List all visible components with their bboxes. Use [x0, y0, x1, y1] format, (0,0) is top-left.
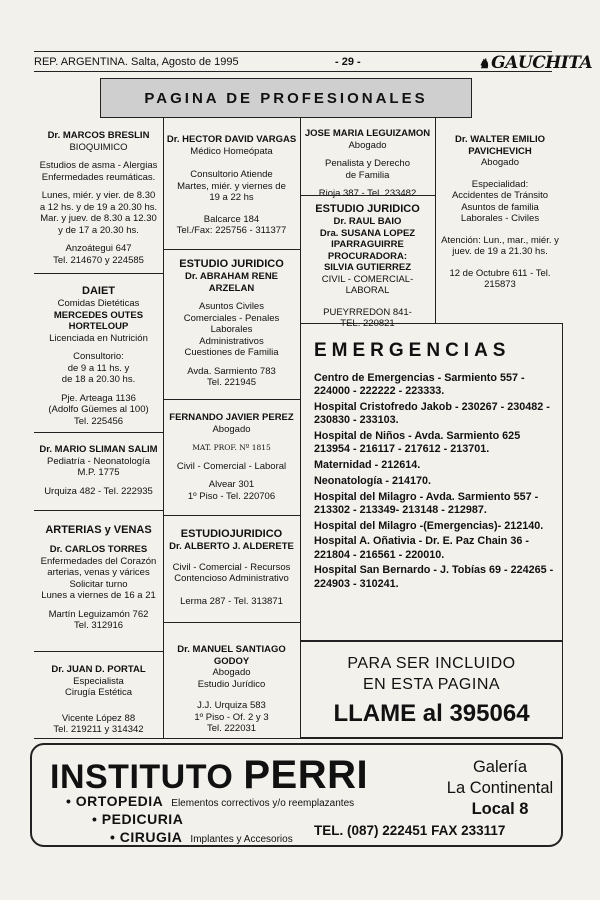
- row-divider: [163, 622, 300, 623]
- ad-line: Tel. 222031: [206, 723, 257, 734]
- ad-line: Consultorio Atiende: [190, 169, 273, 180]
- ad-line: 215873: [484, 279, 516, 290]
- newspaper-logo: ♞ GAUCHITA: [478, 53, 593, 73]
- ad-line: 1º Piso - Tel. 220706: [187, 490, 276, 502]
- row-divider: [163, 399, 300, 400]
- ad-line: Comidas Dietéticas: [57, 298, 140, 309]
- emergency-name: Neonatología: [314, 474, 383, 487]
- emergency-entry: [314, 372, 554, 398]
- ad-line: MERCEDES OUTES: [53, 309, 144, 321]
- ad-line: de 9 a 11 hs. y: [67, 362, 130, 374]
- ad-name: Dr. JUAN D. PORTAL: [51, 664, 146, 675]
- ad-line: Consultorio:: [73, 351, 124, 362]
- ad-line: (Adolfo Güemes al 100): [48, 404, 149, 415]
- ad-title: Médico Homeópata: [190, 145, 273, 157]
- ad-line: de Familia: [345, 169, 390, 181]
- ad-title: Abogado: [212, 667, 251, 678]
- ad-line: Avda. Sarmiento 783: [187, 365, 276, 377]
- ad-portal: [34, 660, 163, 738]
- ad-line: Laborales - Civiles: [460, 213, 540, 224]
- ad-line: Tel. 225456: [73, 415, 124, 427]
- ad-line: PAVICHEVICH: [468, 145, 532, 157]
- ad-godoy: [163, 640, 300, 738]
- row-divider: [163, 249, 300, 250]
- ad-line: 19 a 22 hs: [209, 192, 254, 203]
- ad-line: Asuntos de familia: [461, 201, 539, 213]
- ad-line: PUEYRREDON 841-: [323, 306, 412, 318]
- ad-line: GODOY: [213, 655, 250, 667]
- ad-name: Dr. ALBERTO J. ALDERETE: [169, 541, 294, 552]
- ad-line: Penalista y Derecho: [324, 158, 411, 169]
- emergency-entry: [314, 430, 554, 456]
- ad-line: Martín Leguizamón 762: [48, 608, 149, 620]
- bullet-cirugia: • CIRUGIA Implantes y Accesorios: [110, 829, 293, 845]
- bullet-ortopedia: • ORTOPEDIA Elementos correctivos y/o reemplazantes: [66, 793, 355, 809]
- ad-line: Cuestiones de Familia: [184, 347, 279, 358]
- ad-line: Lerma 287 - Tel. 313871: [180, 595, 283, 607]
- gaucho-icon: ♞: [478, 57, 490, 72]
- ad-name: Dr. ABRAHAM RENE: [184, 271, 279, 282]
- perri-phone: TEL. (087) 222451 FAX 233117: [314, 823, 506, 838]
- ad-name: Dr. MANUEL SANTIAGO: [177, 644, 286, 655]
- ad-line: Accidentes de Tránsito: [451, 190, 549, 201]
- emergency-detail: - J. Tobías 69 - 224265 - 224903 - 310241.: [314, 564, 554, 590]
- ad-line: CIVIL - COMERCIAL-LABORAL: [321, 273, 414, 296]
- ad-line: TEL. 220821: [340, 318, 395, 329]
- ad-line: Asuntos Civiles: [199, 301, 264, 312]
- emergency-detail: - Avda. Sarmiento 625 213954 - 216117 - 217612 - 213701.: [314, 430, 521, 456]
- ad-name: Dr. MARIO SLIMAN SALIM: [39, 444, 158, 455]
- ad-line: Martes, miér. y viernes de: [177, 180, 286, 192]
- ad-line: Tel. 312916: [73, 620, 124, 631]
- perri-location: Galería La Continental Local 8: [446, 758, 554, 818]
- ad-line: Estudio Jurídico: [197, 678, 266, 690]
- ad-line: Lunes, miér. y vier. de 8.30: [41, 190, 156, 201]
- ad-name: Dr. CARLOS TORRES: [49, 544, 148, 555]
- ad-line: Especialista: [73, 675, 124, 687]
- ad-line: y de 17 a 20.30 hs.: [58, 224, 139, 236]
- ad-line: 1º Piso - Of. 2 y 3: [194, 711, 269, 723]
- ad-baio: [300, 199, 435, 329]
- ad-line: Administrativos: [199, 335, 264, 347]
- ad-line: Vicente López 88: [61, 712, 136, 724]
- perri-name: INSTITUTO PERRI: [50, 753, 369, 797]
- ad-breslin: [34, 126, 163, 272]
- ad-line: MAT. PROF. Nº 1815: [192, 443, 271, 452]
- ad-daiet: [34, 281, 163, 431]
- row-divider: [34, 510, 163, 511]
- ad-line: Contencioso Administrativo: [174, 573, 289, 584]
- emergency-detail: - 214170.: [382, 474, 432, 487]
- ad-line: Mar. y juev. de 8.30 a 12.30: [40, 213, 157, 224]
- emergency-name: Hospital del Milagro: [314, 490, 417, 503]
- advertise-line-2: EN ESTA PAGINA: [362, 676, 501, 693]
- ad-line: PROCURADORA:: [327, 250, 408, 262]
- ad-sliman: [34, 440, 163, 510]
- ad-line: arterias, venas y várices: [47, 567, 150, 578]
- ad-line: Tel. 221945: [206, 377, 257, 388]
- ad-line: Civil - Comercial - Recursos: [172, 561, 291, 573]
- emergency-detail: - 212614.: [371, 459, 421, 471]
- ad-name: JOSE MARIA LEGUIZAMON: [304, 128, 431, 139]
- page-title-banner: PAGINA DE PROFESIONALES: [100, 78, 472, 118]
- emergency-entry: [314, 491, 554, 517]
- row-divider: [34, 432, 163, 433]
- ad-line: Lunes a viernes de 16 a 21: [41, 590, 156, 601]
- ad-line: de 18 a 20.30 hs.: [61, 374, 136, 385]
- ad-line: a 12 hs. y de 19 a 20.30 hs.: [39, 201, 158, 213]
- ad-line: Enfermedades reumáticas.: [41, 171, 156, 183]
- emergency-name: Hospital del Milagro: [314, 519, 417, 532]
- emergency-detail: -(Emergencias)- 212140.: [416, 519, 544, 532]
- ad-line: Comerciales - Penales: [183, 312, 280, 324]
- emergency-entry: [314, 564, 554, 590]
- emergency-entry: [314, 459, 554, 472]
- emergency-detail: - Sarmiento 557 - 224000 - 222222 - 223333.: [314, 372, 525, 398]
- ad-line: SILVIA GUTIERREZ: [323, 262, 412, 273]
- ad-torres: [34, 520, 163, 650]
- advertise-line-1: PARA SER INCLUIDO: [347, 655, 516, 672]
- ad-line: Tel. 214670 y 224585: [53, 254, 144, 266]
- emergency-detail: - Dr. E. Paz Chain 36 - 221804 - 216561 - 220010.: [314, 535, 529, 561]
- ad-leguizamon: [300, 124, 435, 199]
- ad-line: ARZELAN: [208, 282, 255, 294]
- ad-name: FERNANDO JAVIER PEREZ: [169, 412, 294, 423]
- emergency-name: Hospital A. Oñativia: [314, 535, 416, 548]
- advertise-phone: LLAME al 395064: [333, 700, 530, 727]
- row-divider: [163, 515, 300, 516]
- ad-name: DAIET: [82, 285, 115, 297]
- ad-line: Balcarce 184: [203, 213, 260, 225]
- ad-line: HORTELOUP: [68, 321, 129, 332]
- emergency-detail: - 230267 - 230482 - 230830 - 233103.: [314, 401, 550, 427]
- ad-line: Estudios de asma - Alergias: [39, 160, 158, 171]
- ad-line: juev. de 19 a 21.30 hs.: [452, 246, 548, 257]
- ad-heading: ESTUDIO JURIDICO: [315, 203, 420, 215]
- ad-line: Dra. SUSANA LOPEZ: [319, 227, 416, 239]
- ad-line: Urquiza 482 - Tel. 222935: [44, 485, 153, 497]
- advertise-here-box: [300, 641, 563, 738]
- ad-line: IPARRAGUIRRE: [331, 239, 404, 250]
- ad-line: Tel. 219211 y 314342: [53, 724, 144, 735]
- header-rule-top: [34, 51, 552, 52]
- ad-title: Abogado: [480, 157, 520, 168]
- ad-arzelan: [163, 254, 300, 398]
- emergency-name: Centro de Emergencias: [314, 372, 435, 384]
- ad-line: Licenciada en Nutrición: [49, 332, 148, 344]
- ad-instituto-perri: [30, 743, 563, 847]
- ad-line: M.P. 1775: [77, 467, 120, 478]
- ad-title: Abogado: [212, 423, 251, 435]
- bullet-pedicuria: • PEDICURIA: [92, 811, 184, 827]
- ad-line: 12 de Octubre 611 - Tel.: [449, 267, 551, 279]
- emergency-entry: [314, 520, 554, 533]
- header-location-date: REP. ARGENTINA. Salta, Agosto de 1995: [34, 56, 239, 68]
- ad-heading: ESTUDIO JURIDICO: [179, 258, 284, 270]
- ad-name: Dr. WALTER EMILIO: [454, 134, 546, 145]
- row-divider: [34, 273, 163, 274]
- emergencias-title: EMERGENCIAS: [314, 340, 511, 361]
- ad-name: Dr. HECTOR DAVID VARGAS: [166, 134, 297, 145]
- row-divider-bottom: [34, 738, 563, 739]
- ad-title: Abogado: [348, 139, 387, 151]
- emergency-entry: [314, 401, 554, 427]
- ad-heading: ARTERIAS y VENAS: [45, 524, 152, 536]
- emergency-name: Hospital de Niños: [314, 430, 406, 442]
- ad-line: Enfermedades del Corazón: [40, 555, 157, 567]
- ad-line: Alvear 301: [208, 479, 255, 490]
- header-rule-bottom: [34, 71, 552, 72]
- emergencias-box: [300, 323, 563, 641]
- ad-line: Anzoátegui 647: [65, 243, 132, 254]
- ad-line: Civil - Comercial - Laboral: [176, 460, 287, 472]
- ad-vargas: [163, 130, 300, 248]
- ad-line: Pje. Arteaga 1136: [61, 392, 136, 404]
- ad-line: Rioja 387 - Tel. 233482: [318, 188, 417, 199]
- emergency-detail: - Avda. Sarmiento 557 - 213302 - 213349- 213148 - 212987.: [314, 490, 539, 516]
- emergency-name: Hospital San Bernardo: [314, 564, 431, 577]
- ad-line: Cirugía Estética: [64, 687, 133, 698]
- ad-line: Pediatría - Neonatología: [47, 455, 150, 467]
- ad-line: Atención: Lun., mar., miér. y: [441, 234, 559, 246]
- ad-heading: ESTUDIOJURIDICO: [180, 528, 283, 540]
- emergency-entry: [314, 475, 554, 488]
- ad-line: J.J. Urquiza 583: [197, 700, 266, 711]
- ad-line: Laborales: [210, 324, 253, 335]
- emergency-name: Maternidad: [314, 459, 372, 471]
- ad-line: Tel./Fax: 225756 - 311377: [176, 225, 287, 236]
- ad-perez: [163, 408, 300, 514]
- ad-line: Solicitar turno: [69, 578, 128, 590]
- ad-line: Especialidad:: [471, 178, 529, 190]
- page-number: - 29 -: [335, 56, 361, 68]
- ad-name: Dr. RAUL BAIO: [333, 216, 402, 227]
- ad-name: Dr. MARCOS BRESLIN: [47, 130, 150, 141]
- ad-pavichevich: [435, 130, 565, 322]
- emergency-name: Hospital Cristofredo Jakob: [314, 401, 452, 413]
- emergency-entry: [314, 535, 554, 561]
- row-divider: [34, 651, 163, 652]
- ad-title: BIOQUIMICO: [69, 141, 128, 153]
- ad-alderete: [163, 524, 300, 621]
